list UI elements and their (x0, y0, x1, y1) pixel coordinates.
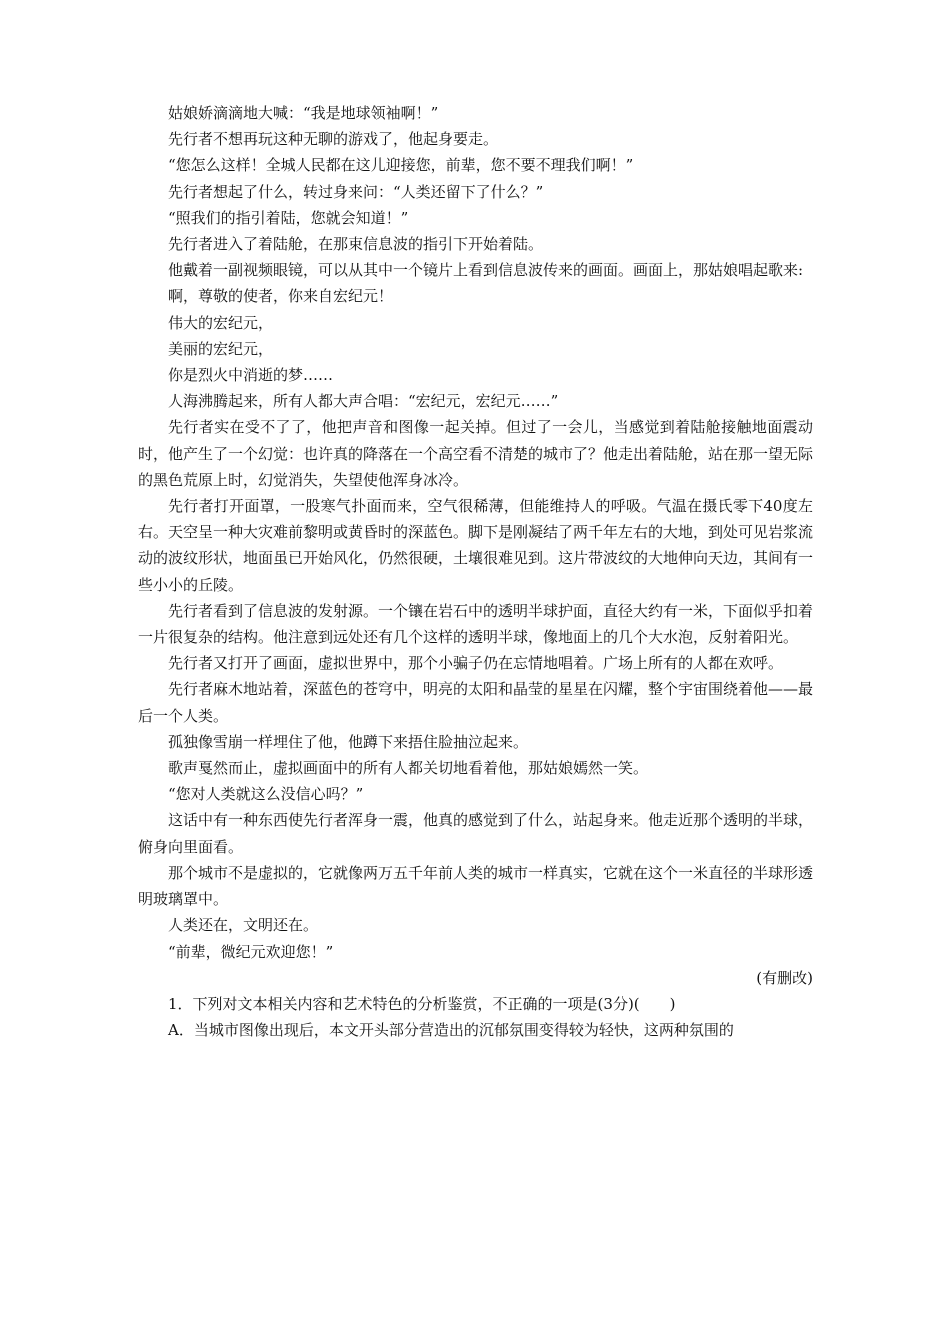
paragraph: 先行者实在受不了了，他把声音和图像一起关掉。但过了一会儿，当感觉到着陆舱接触地面震动时，他产生了一个幻觉：也许真的降落在一个高空看不清楚的城市了？他走出着陆舱，站在那一望无际的黑色荒原上时，幻觉消失，失望使他浑身冰冷。 (138, 418, 814, 489)
song-line: 啊，尊敬的使者，你来自宏纪元！ (168, 287, 394, 306)
document-page (138, 100, 813, 1043)
song-line: 你是烈火中消逝的梦…… (168, 366, 334, 385)
paragraph: 先行者打开面罩，一股寒气扑面而来，空气很稀薄，但能维持人的呼吸。气温在摄氏零下40度左右。天空呈一种大灾难前黎明或黄昏时的深蓝色。脚下是刚凝结了两千年左右的大地，到处可见岩浆流动的波纹形状，地面虽已开始风化，仍然很硬，土壤很难见到。这片带波纹的大地伸向天边，其间有一些小小的丘陵。 (138, 497, 814, 594)
paragraph: 那个城市不是虚拟的，它就像两万五千年前人类的城市一样真实，它就在这个一米直径的半球形透明玻璃罩中。 (138, 863, 814, 909)
song-line: 伟大的宏纪元， (168, 313, 274, 332)
paragraph: 歌声戛然而止，虚拟画面中的所有人都关切地看着他，那姑娘嫣然一笑。 (168, 759, 649, 778)
paragraph: 先行者麻木地站着，深蓝色的苍穹中，明亮的太阳和晶莹的星星在闪耀，整个宇宙围绕着他——最后一个人类。 (138, 680, 814, 725)
paragraph: “您对人类就这么没信心吗？” (168, 785, 364, 804)
paragraph: 先行者看到了信息波的发射源。一个镶在岩石中的透明半球护面，直径大约有一米，下面似乎扣着一片很复杂的结构。他注意到远处还有几个这样的透明半球，像地面上的几个大水泡，反射着阳光。 (138, 601, 814, 647)
song-line: 美丽的宏纪元， (168, 339, 274, 358)
paragraph: “前辈，微纪元欢迎您！” (168, 942, 334, 961)
paragraph: 先行者又打开了画面，虚拟世界中，那个小骗子仍在忘情地唱着。广场上所有的人都在欢呼。 (168, 654, 784, 673)
paragraph: 先行者进入了着陆舱，在那束信息波的指引下开始着陆。 (168, 235, 544, 254)
paragraph: 人海沸腾起来，所有人都大声合唱：“宏纪元，宏纪元……” (168, 392, 559, 411)
paragraph: 孤独像雪崩一样埋住了他，他蹲下来捂住脸抽泣起来。 (168, 732, 529, 751)
paragraph: 人类还在，文明还在。 (168, 916, 319, 935)
paragraph: “照我们的指引着陆，您就会知道！” (168, 208, 409, 227)
paragraph: 姑娘娇滴滴地大喊：“我是地球领袖啊！” (168, 104, 439, 122)
paragraph: 这话中有一种东西使先行者浑身一震，他真的感觉到了什么，站起身来。他走近那个透明的半球，俯身向里面看。 (138, 811, 814, 856)
paragraph: 先行者不想再玩这种无聊的游戏了，他起身要走。 (168, 130, 499, 149)
option-a: A．当城市图像出现后，本文开头部分营造出的沉郁氛围变得较为轻快，这两种氛围的 (168, 1021, 734, 1040)
paragraph: 他戴着一副视频眼镜，可以从其中一个镜片上看到信息波传来的画面。画面上，那姑娘唱起歌来: (168, 261, 804, 280)
paragraph: 先行者想起了什么，转过身来问：“人类还留下了什么？” (168, 182, 544, 201)
paragraph: “您怎么这样！全城人民都在这儿迎接您，前辈，您不要不理我们啊！” (168, 156, 634, 175)
question-1: 1．下列对文本相关内容和艺术特色的分析鉴赏，不正确的一项是(3分)( ) (168, 994, 676, 1013)
source-note: (有删改) (756, 968, 813, 987)
